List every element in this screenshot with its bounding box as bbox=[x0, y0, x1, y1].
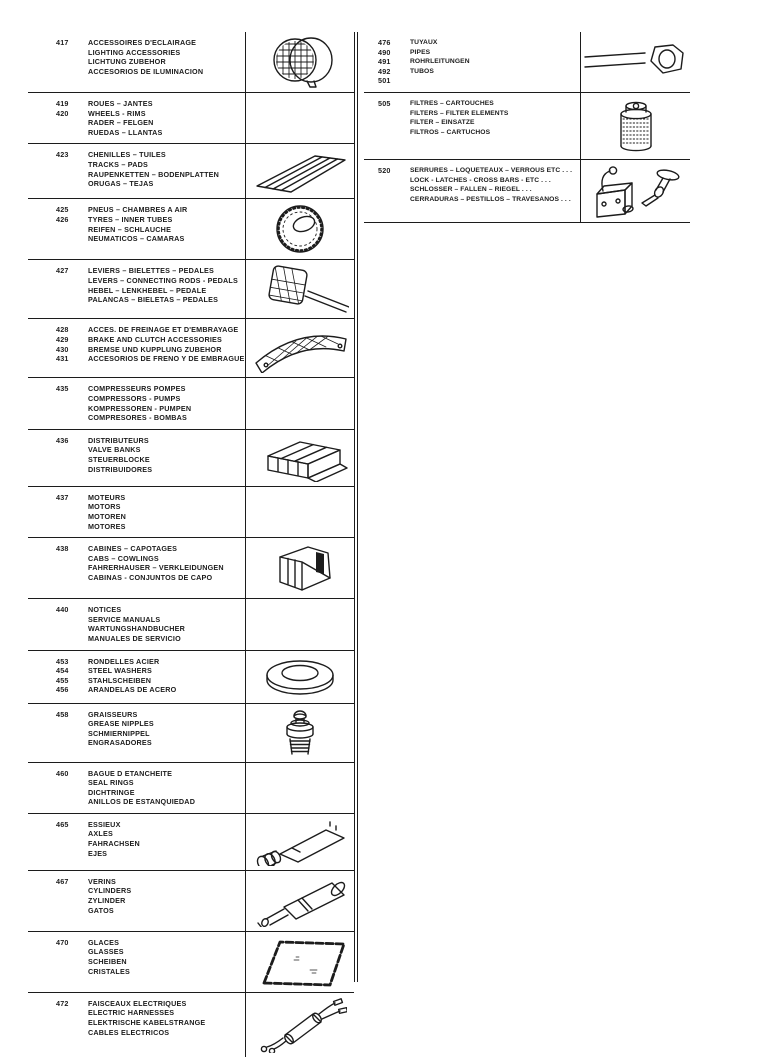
part-code: 505 bbox=[378, 98, 391, 108]
part-code: 490 bbox=[378, 47, 391, 57]
table-row bbox=[28, 378, 354, 429]
table-row bbox=[28, 32, 354, 93]
part-label-group bbox=[88, 319, 245, 377]
part-label: ROUES – JANTES bbox=[88, 99, 153, 108]
part-label: CABLES ELECTRICOS bbox=[88, 1027, 170, 1037]
part-label: FAHRACHSEN bbox=[88, 839, 140, 849]
track-pad-illustration bbox=[245, 144, 354, 198]
part-label: MOTORES bbox=[88, 521, 126, 531]
part-code-list bbox=[28, 144, 88, 198]
part-label: STEEL WASHERS bbox=[88, 666, 152, 676]
part-label: MANUALES DE SERVICIO bbox=[88, 633, 181, 643]
part-label: DICHTRINGE bbox=[88, 787, 135, 797]
part-label: GLASSES bbox=[88, 947, 124, 957]
part-label: RUEDAS – LLANTAS bbox=[88, 127, 163, 137]
part-label: GRAISSEURS bbox=[88, 709, 138, 719]
part-code-list bbox=[28, 32, 88, 92]
part-label: GLACES bbox=[88, 937, 120, 947]
part-label: FAISCEAUX ELECTRIQUES bbox=[88, 998, 187, 1008]
table-row bbox=[28, 93, 354, 144]
part-label: WHEELS - RIMS bbox=[88, 108, 146, 118]
part-label: COMPRESSEURS POMPES bbox=[88, 384, 186, 394]
part-code: 436 bbox=[56, 435, 69, 445]
brake-shoe-illustration bbox=[245, 319, 354, 377]
part-code: 426 bbox=[56, 214, 69, 224]
part-label: ORUGAS – TEJAS bbox=[88, 179, 154, 189]
part-code: 472 bbox=[56, 998, 69, 1008]
part-label: CABINES – CAPOTAGES bbox=[88, 544, 178, 554]
part-code: 520 bbox=[378, 165, 391, 175]
part-code: 430 bbox=[56, 344, 69, 354]
part-label-group bbox=[88, 144, 245, 198]
part-code-list bbox=[28, 319, 88, 377]
part-label: CABS – COWLINGS bbox=[88, 553, 159, 563]
part-label-group bbox=[88, 378, 245, 428]
part-label: BREMSE UND KUPPLUNG ZUBEHOR bbox=[88, 344, 222, 354]
part-code: 420 bbox=[56, 108, 69, 118]
part-label: FILTROS – CARTUCHOS bbox=[410, 128, 491, 136]
part-label: TUYAUX bbox=[410, 39, 438, 46]
part-label: PIPES bbox=[410, 48, 431, 56]
part-label: CERRADURAS – PESTILLOS – TRAVESANOS . . . bbox=[410, 195, 571, 203]
part-label-group bbox=[88, 260, 245, 318]
part-label: MOTORS bbox=[88, 502, 121, 512]
part-code: 435 bbox=[56, 384, 69, 394]
table-row bbox=[364, 160, 690, 223]
part-label: LEVERS – CONNECTING RODS - PEDALS bbox=[88, 275, 238, 285]
part-code: 460 bbox=[56, 768, 69, 778]
part-code-list bbox=[28, 93, 88, 143]
table-row bbox=[28, 763, 354, 814]
part-code-list bbox=[28, 993, 88, 1057]
part-label: ANILLOS DE ESTANQUIEDAD bbox=[88, 797, 196, 807]
part-label-group bbox=[88, 430, 245, 486]
part-label: ACCESSOIRES D'ECLAIRAGE bbox=[88, 38, 197, 47]
part-label: DISTRIBUIDORES bbox=[88, 464, 153, 474]
part-label: LEVIERS – BIELETTES – PEDALES bbox=[88, 266, 215, 276]
table-row bbox=[28, 993, 354, 1057]
parts-table-left bbox=[28, 32, 354, 1057]
table-row bbox=[28, 487, 354, 538]
part-code: 467 bbox=[56, 876, 69, 886]
washer-illustration bbox=[245, 651, 354, 703]
part-label: SERVICE MANUALS bbox=[88, 614, 161, 624]
cab-illustration bbox=[245, 538, 354, 598]
table-row bbox=[28, 319, 354, 378]
part-code: 417 bbox=[56, 38, 69, 47]
part-label: MOTEURS bbox=[88, 492, 126, 502]
part-label: AXLES bbox=[88, 829, 113, 839]
part-code: 454 bbox=[56, 666, 69, 676]
part-code: 437 bbox=[56, 492, 69, 502]
part-code-list bbox=[28, 599, 88, 649]
part-label: MOTOREN bbox=[88, 511, 127, 521]
glass-pane-illustration bbox=[245, 932, 354, 992]
part-code: 455 bbox=[56, 675, 69, 685]
table-row bbox=[28, 430, 354, 487]
part-label: LIGHTING ACCESSORIES bbox=[88, 47, 181, 57]
part-label-group bbox=[88, 93, 245, 143]
table-row bbox=[364, 32, 690, 93]
part-code-list bbox=[28, 932, 88, 992]
part-code-list bbox=[28, 538, 88, 598]
part-label: EJES bbox=[88, 848, 108, 858]
part-label-group bbox=[410, 93, 580, 159]
empty-illustration-cell bbox=[245, 763, 354, 813]
part-code-list bbox=[364, 32, 410, 92]
part-code: 453 bbox=[56, 656, 69, 666]
part-label-group bbox=[410, 160, 580, 222]
part-label: RADER – FELGEN bbox=[88, 118, 154, 128]
part-code: 428 bbox=[56, 325, 69, 335]
part-code: 476 bbox=[378, 38, 391, 47]
table-row bbox=[28, 538, 354, 599]
part-label-group bbox=[88, 599, 245, 649]
part-code: 465 bbox=[56, 819, 69, 829]
part-code: 423 bbox=[56, 150, 69, 160]
part-code: 427 bbox=[56, 266, 69, 276]
part-label: SERRURES – LOQUETEAUX – VERROUS ETC . . . bbox=[410, 166, 573, 174]
part-code: 501 bbox=[378, 76, 391, 86]
parts-table-right bbox=[364, 32, 690, 223]
harness-illustration bbox=[245, 993, 354, 1057]
empty-illustration-cell bbox=[245, 93, 354, 143]
part-label: CRISTALES bbox=[88, 966, 130, 976]
part-label: NEUMATICOS – CAMARAS bbox=[88, 234, 185, 244]
part-label: SCHEIBEN bbox=[88, 957, 127, 967]
part-label: ROHRLEITUNGEN bbox=[410, 58, 470, 66]
part-label: ARANDELAS DE ACERO bbox=[88, 685, 177, 695]
part-label-group bbox=[88, 871, 245, 931]
part-label: LICHTUNG ZUBEHOR bbox=[88, 57, 166, 67]
pedal-illustration bbox=[245, 260, 354, 318]
part-code-list bbox=[364, 160, 410, 222]
part-label: ACCESORIOS DE FRENO Y DE EMBRAGUE bbox=[88, 354, 245, 364]
part-code: 429 bbox=[56, 334, 69, 344]
part-label-group bbox=[88, 932, 245, 992]
part-label: ACCESORIOS DE ILUMINACION bbox=[88, 66, 204, 76]
part-label: COMPRESSORS - PUMPS bbox=[88, 393, 181, 403]
part-label: HEBEL – LENKHEBEL – PEDALE bbox=[88, 285, 207, 295]
part-code: 440 bbox=[56, 605, 69, 615]
part-code-list bbox=[28, 378, 88, 428]
tire-illustration bbox=[245, 199, 354, 259]
part-label: ENGRASADORES bbox=[88, 738, 152, 748]
part-label: ESSIEUX bbox=[88, 819, 121, 829]
part-code-list bbox=[28, 871, 88, 931]
table-row bbox=[28, 814, 354, 871]
table-row bbox=[28, 871, 354, 932]
filter-illustration bbox=[580, 93, 690, 159]
part-label: VALVE BANKS bbox=[88, 445, 141, 455]
part-label: LOCK - LATCHES - CROSS BARS - ETC . . . bbox=[410, 176, 551, 184]
part-label: TUBOS bbox=[410, 67, 434, 75]
table-row bbox=[28, 144, 354, 199]
part-label: VERINS bbox=[88, 876, 116, 886]
part-label: STEUERBLOCKE bbox=[88, 454, 150, 464]
grease-nipple-illustration bbox=[245, 704, 354, 762]
part-label: SEAL RINGS bbox=[88, 778, 134, 788]
part-code-list bbox=[28, 704, 88, 762]
part-label: FILTRES – CARTOUCHES bbox=[410, 99, 494, 107]
part-code: 419 bbox=[56, 99, 69, 108]
part-label-group bbox=[88, 704, 245, 762]
part-label: CYLINDERS bbox=[88, 886, 132, 896]
part-label: FAHRERHAUSER – VERKLEIDUNGEN bbox=[88, 563, 224, 573]
part-label: CHENILLES – TUILES bbox=[88, 150, 166, 160]
part-label-group bbox=[88, 32, 245, 92]
part-label: CABINAS - CONJUNTOS DE CAPO bbox=[88, 572, 213, 582]
part-label: ZYLINDER bbox=[88, 896, 126, 906]
part-code: 431 bbox=[56, 354, 69, 364]
part-code-list bbox=[28, 430, 88, 486]
part-label: FILTERS – FILTER ELEMENTS bbox=[410, 109, 509, 117]
part-label: GREASE NIPPLES bbox=[88, 719, 154, 729]
part-code: 456 bbox=[56, 685, 69, 695]
part-label: SCHLOSSER – FALLEN – RIEGEL . . . bbox=[410, 186, 532, 194]
axle-illustration bbox=[245, 814, 354, 870]
part-code-list bbox=[28, 487, 88, 537]
table-row bbox=[28, 260, 354, 319]
part-label-group bbox=[410, 32, 580, 92]
part-label: REIFEN – SCHLAUCHE bbox=[88, 224, 172, 234]
part-label: ELECTRIC HARNESSES bbox=[88, 1008, 175, 1018]
part-label: TYRES – INNER TUBES bbox=[88, 214, 173, 224]
part-label-group bbox=[88, 993, 245, 1057]
part-label-group bbox=[88, 763, 245, 813]
part-code-list bbox=[364, 93, 410, 159]
part-label-group bbox=[88, 814, 245, 870]
part-label: BAGUE D ETANCHEITE bbox=[88, 768, 173, 778]
part-label: WARTUNGSHANDBUCHER bbox=[88, 624, 186, 634]
table-row bbox=[28, 599, 354, 650]
part-label: PNEUS – CHAMBRES A AIR bbox=[88, 205, 188, 215]
part-code-list bbox=[28, 199, 88, 259]
table-row bbox=[28, 932, 354, 993]
part-label: NOTICES bbox=[88, 605, 122, 615]
table-row bbox=[28, 651, 354, 704]
part-label: FILTER – EINSATZE bbox=[410, 119, 475, 127]
part-label: COMPRESORES - BOMBAS bbox=[88, 413, 188, 423]
part-code-list bbox=[28, 651, 88, 703]
part-label: KOMPRESSOREN - PUMPEN bbox=[88, 403, 192, 413]
table-row bbox=[28, 704, 354, 763]
column-divider bbox=[354, 32, 358, 982]
headlight-illustration bbox=[245, 32, 354, 92]
part-code: 425 bbox=[56, 205, 69, 215]
part-label-group bbox=[88, 487, 245, 537]
empty-illustration-cell bbox=[245, 487, 354, 537]
part-code: 470 bbox=[56, 937, 69, 947]
lock-illustration bbox=[580, 160, 690, 222]
part-label: RONDELLES ACIER bbox=[88, 656, 160, 666]
part-code: 491 bbox=[378, 57, 391, 67]
part-code-list bbox=[28, 763, 88, 813]
pipe-illustration bbox=[580, 32, 691, 92]
cylinder-illustration bbox=[245, 871, 354, 931]
table-row bbox=[28, 199, 354, 260]
part-code-list bbox=[28, 260, 88, 318]
part-label: BRAKE AND CLUTCH ACCESSORIES bbox=[88, 334, 223, 344]
part-label: RAUPENKETTEN – BODENPLATTEN bbox=[88, 169, 220, 179]
part-label: GATOS bbox=[88, 905, 114, 915]
part-code: 438 bbox=[56, 544, 69, 554]
valve-bank-illustration bbox=[245, 430, 354, 486]
part-code-list bbox=[28, 814, 88, 870]
part-label-group bbox=[88, 538, 245, 598]
part-label: ELEKTRISCHE KABELSTRANGE bbox=[88, 1018, 206, 1028]
part-label-group bbox=[88, 651, 245, 703]
empty-illustration-cell bbox=[245, 378, 354, 428]
part-label: TRACKS – PADS bbox=[88, 159, 148, 169]
part-code: 458 bbox=[56, 709, 69, 719]
part-code: 492 bbox=[378, 66, 391, 76]
empty-illustration-cell bbox=[245, 599, 354, 649]
part-label: STAHLSCHEIBEN bbox=[88, 675, 152, 685]
part-label: SCHMIERNIPPEL bbox=[88, 728, 150, 738]
part-label: DISTRIBUTEURS bbox=[88, 435, 149, 445]
part-label: ACCES. DE FREINAGE ET D'EMBRAYAGE bbox=[88, 325, 239, 335]
part-label: PALANCAS – BIELETAS – PEDALES bbox=[88, 295, 219, 305]
table-row bbox=[364, 93, 690, 160]
part-label-group bbox=[88, 199, 245, 259]
